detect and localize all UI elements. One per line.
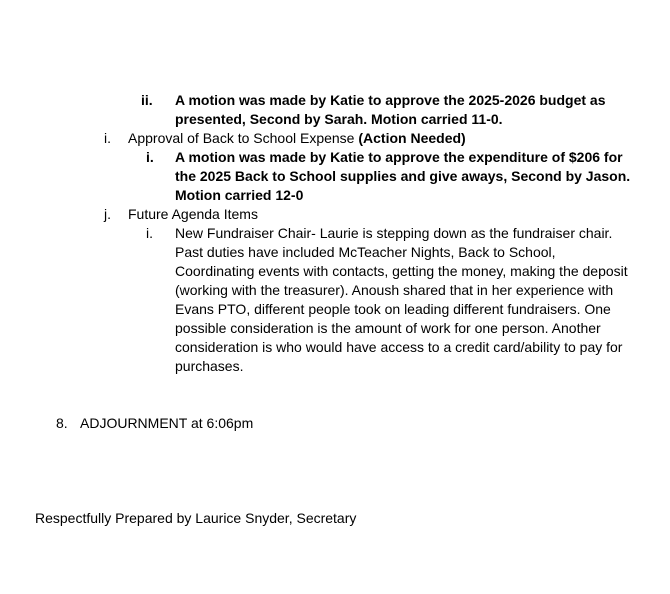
motion-expense-item [146,148,646,205]
motion-expense-text: A motion was made by Katie to approve the expenditure of $206 for the 2025 Back to School supplies and give aways, Second by Jason. Motion carried 12-0 [175,149,631,203]
list-marker: i. [146,149,154,165]
fundraiser-chair-text: New Fundraiser Chair- Laurie is stepping down as the fundraiser chair. Past duties have included McTeacher Nights, Back to School, Coordinating events with contacts, getting the money, making the deposit (working with the treasurer). Anoush shared that in her experience with Evans PTO, different people took on leading different fundraisers. One possible consideration is the amount of work for one person. Another consideration is who would have access to a credit card/ability to pay for purchases. [175,225,628,374]
agenda-item-j [104,205,644,224]
list-marker: ii. [141,92,153,108]
agenda-item-i [104,129,644,148]
signature-line [35,509,635,528]
signature-text: Respectfully Prepared by Laurice Snyder, Secretary [35,510,357,526]
list-marker: 8. [56,415,68,431]
motion-budget-item [141,91,641,129]
list-marker: j. [104,206,111,222]
list-marker: i. [146,225,153,241]
list-marker: i. [104,130,111,146]
fundraiser-chair-note [146,224,638,376]
agenda-item-j-text: Future Agenda Items [128,206,258,222]
motion-budget-text: A motion was made by Katie to approve the 2025-2026 budget as presented, Second by Sarah. Motion carried 11-0. [175,92,606,127]
adjournment-item [56,414,616,433]
action-needed-label: (Action Needed) [358,130,466,146]
agenda-item-i-title: Approval of Back to School Expense [128,130,359,146]
adjournment-text: ADJOURNMENT at 6:06pm [80,415,254,431]
agenda-item-i-text [128,129,644,148]
